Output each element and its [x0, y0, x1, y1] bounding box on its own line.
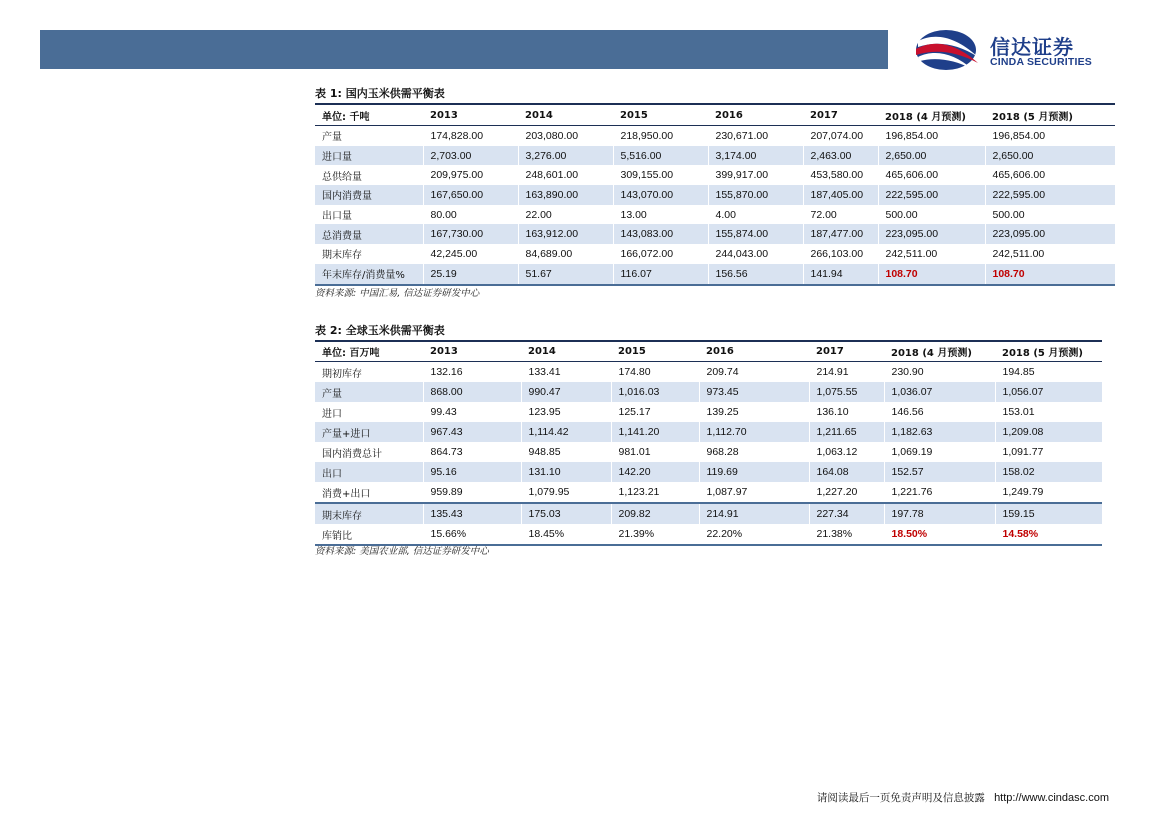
table2-cell: 209.74 [699, 362, 809, 383]
table2-cell: 175.03 [521, 503, 611, 524]
table2-row-label: 产量+进口 [315, 422, 423, 442]
table2-cell: 139.25 [699, 402, 809, 422]
table1-cell: 187,477.00 [803, 224, 878, 244]
table2-cell: 158.02 [995, 462, 1102, 482]
table2-cell: 132.16 [423, 362, 521, 383]
table2-cell: 153.01 [995, 402, 1102, 422]
table1-cell: 22.00 [518, 205, 613, 225]
table2-cell: 21.39% [611, 524, 699, 545]
table2-cell: 1,249.79 [995, 482, 1102, 503]
table2-cell: 1,112.70 [699, 422, 809, 442]
table2-header-6: 2018 (4 月预测) [884, 341, 995, 362]
table1-cell: 218,950.00 [613, 126, 708, 146]
table1-row-label: 产量 [322, 132, 342, 144]
table2-cell: 1,141.20 [611, 422, 699, 442]
table2-row-label: 进口 [322, 408, 342, 420]
table2-cell: 18.50% [884, 524, 995, 545]
table1-header-7: 2018 (5 月预测) [985, 104, 1115, 126]
table2-cell: 1,209.08 [995, 422, 1102, 442]
table2-cell: 1,114.42 [521, 422, 611, 442]
footer-url-link[interactable]: http://www.cindasc.com [994, 792, 1109, 804]
table1-cell: 80.00 [423, 205, 518, 225]
table1-cell: 116.07 [613, 264, 708, 285]
table1-row [315, 146, 1115, 166]
table1-cell: 500.00 [878, 205, 985, 225]
table2-cell: 214.91 [699, 503, 809, 524]
table2-cell: 22.20% [699, 524, 809, 545]
table2-row-label: 出口 [315, 462, 423, 482]
table1-cell: 2,650.00 [985, 146, 1115, 166]
table2-cell: 230.90 [884, 362, 995, 383]
table1-row [315, 165, 1115, 185]
table2-header-0: 单位: 百万吨 [315, 341, 423, 362]
table1-header-2: 2014 [518, 104, 613, 126]
table1-cell: 465,606.00 [878, 165, 985, 185]
table1-cell: 242,511.00 [985, 244, 1115, 264]
table1-row [315, 244, 1115, 264]
table2-cell: 18.45% [521, 524, 611, 545]
table1-row [315, 126, 1115, 146]
table1-cell: 108.70 [878, 264, 985, 285]
logo-english-text: CINDA SECURITIES [990, 56, 1092, 68]
table2-row-label: 国内消费总计 [322, 448, 382, 460]
table1-cell: 222,595.00 [985, 185, 1115, 205]
table1-cell: 222,595.00 [878, 185, 985, 205]
table2-cell: 164.08 [809, 462, 884, 482]
table1-source: 资料来源: 中国汇易, 信达证券研发中心 [315, 288, 480, 299]
table1-cell: 174,828.00 [423, 126, 518, 146]
table2-row [315, 382, 1102, 402]
table2-row [315, 524, 1102, 545]
table2-cell: 194.85 [995, 362, 1102, 383]
table1-cell: 143,083.00 [613, 224, 708, 244]
table2-title: 表 2: 全球玉米供需平衡表 [315, 324, 445, 337]
table2-cell: 967.43 [423, 422, 521, 442]
table2-cell: 14.58% [995, 524, 1102, 545]
table2-cell: 159.15 [995, 503, 1102, 524]
table1-cell: 163,912.00 [518, 224, 613, 244]
table1-cell: 309,155.00 [613, 165, 708, 185]
table1-cell: 13.00 [613, 205, 708, 225]
table1-header-1: 2013 [423, 104, 518, 126]
table2-row-label: 产量 [315, 382, 423, 402]
table2-header-row [315, 341, 1102, 362]
table2-row-label: 库销比 [315, 524, 423, 545]
table1-header-3: 2015 [613, 104, 708, 126]
table1-cell: 500.00 [985, 205, 1115, 225]
table1-row-label: 年末库存/消费量% [315, 264, 423, 285]
table1-cell: 108.70 [985, 264, 1115, 285]
table2-row [315, 402, 1102, 422]
table1-row-label: 总消费量 [315, 224, 423, 244]
table1-cell: 196,854.00 [878, 126, 985, 146]
table2-cell: 1,221.76 [884, 482, 995, 503]
table1-cell: 399,917.00 [708, 165, 803, 185]
table2-cell: 209.82 [611, 503, 699, 524]
table2-cell: 864.73 [423, 442, 521, 462]
table2-cell: 174.80 [611, 362, 699, 383]
table1-cell: 207,074.00 [803, 126, 878, 146]
table2-cell: 142.20 [611, 462, 699, 482]
table1-cell: 167,730.00 [423, 224, 518, 244]
table2-cell: 125.17 [611, 402, 699, 422]
table1-cell: 266,103.00 [803, 244, 878, 264]
table1-title: 表 1: 国内玉米供需平衡表 [315, 87, 445, 100]
cinda-logo-icon [912, 27, 982, 75]
table1-cell: 196,854.00 [985, 126, 1115, 146]
table2-row [315, 503, 1102, 524]
table1-header-row [315, 104, 1115, 126]
table1-cell: 223,095.00 [878, 224, 985, 244]
table2-cell: 123.95 [521, 402, 611, 422]
table2-cell: 1,063.12 [809, 442, 884, 462]
logo-chinese-text: 信达证券 [990, 35, 1074, 59]
table2 [315, 340, 1102, 546]
table1-row [315, 264, 1115, 285]
table1-row [315, 205, 1115, 225]
table1 [315, 103, 1115, 286]
table2-cell: 214.91 [809, 362, 884, 383]
table2-cell: 99.43 [423, 402, 521, 422]
table2-row-label: 期初库存 [322, 368, 362, 380]
table2-row-label: 期末库存 [315, 503, 423, 524]
footer [817, 790, 1109, 805]
footer-disclaimer-link[interactable]: 请阅读最后一页免责声明及信息披露 [816, 792, 985, 804]
table2-cell: 119.69 [699, 462, 809, 482]
table2-cell: 973.45 [699, 382, 809, 402]
table2-cell: 1,016.03 [611, 382, 699, 402]
table1-cell: 453,580.00 [803, 165, 878, 185]
table2-header-1: 2013 [423, 341, 521, 362]
table2-cell: 1,091.77 [995, 442, 1102, 462]
table2-cell: 959.89 [423, 482, 521, 503]
table1-header-6: 2018 (4 月预测) [878, 104, 985, 126]
table2-cell: 1,123.21 [611, 482, 699, 503]
table1-cell: 51.67 [518, 264, 613, 285]
table2-row [315, 462, 1102, 482]
table1-row [315, 224, 1115, 244]
table1-cell: 72.00 [803, 205, 878, 225]
table2-header-7: 2018 (5 月预测) [995, 341, 1102, 362]
table1-cell: 25.19 [423, 264, 518, 285]
table1-row-label: 进口量 [315, 146, 423, 166]
table1-cell: 84,689.00 [518, 244, 613, 264]
cinda-logo [912, 27, 1112, 75]
table1-cell: 242,511.00 [878, 244, 985, 264]
table1-cell: 155,870.00 [708, 185, 803, 205]
table2-cell: 1,069.19 [884, 442, 995, 462]
table2-header-5: 2017 [809, 341, 884, 362]
table2-cell: 1,211.65 [809, 422, 884, 442]
table1-cell: 3,276.00 [518, 146, 613, 166]
table2-cell: 968.28 [699, 442, 809, 462]
table2-cell: 1,182.63 [884, 422, 995, 442]
table1-row-label: 国内消费量 [315, 185, 423, 205]
table2-cell: 136.10 [809, 402, 884, 422]
table2-cell: 21.38% [809, 524, 884, 545]
table1-cell: 248,601.00 [518, 165, 613, 185]
table1-cell: 4.00 [708, 205, 803, 225]
table1-cell: 156.56 [708, 264, 803, 285]
table1-cell: 187,405.00 [803, 185, 878, 205]
table2-cell: 1,227.20 [809, 482, 884, 503]
table2-cell: 1,036.07 [884, 382, 995, 402]
table1-header-5: 2017 [803, 104, 878, 126]
table2-row-label: 消费+出口 [322, 488, 371, 500]
table2-cell: 95.16 [423, 462, 521, 482]
table1-header-0: 单位: 千吨 [315, 104, 423, 126]
table2-header-4: 2016 [699, 341, 809, 362]
table2-source: 资料来源: 美国农业部, 信达证券研发中心 [315, 546, 489, 557]
table2-row [315, 362, 1102, 383]
table1-cell: 2,703.00 [423, 146, 518, 166]
table1-cell: 3,174.00 [708, 146, 803, 166]
table2-cell: 1,075.55 [809, 382, 884, 402]
table2-cell: 197.78 [884, 503, 995, 524]
table1-cell: 230,671.00 [708, 126, 803, 146]
table1-row [315, 185, 1115, 205]
table1-cell: 2,650.00 [878, 146, 985, 166]
table1-header-4: 2016 [708, 104, 803, 126]
table1-cell: 223,095.00 [985, 224, 1115, 244]
table1-cell: 155,874.00 [708, 224, 803, 244]
table1-cell: 2,463.00 [803, 146, 878, 166]
table1-row-label: 期末库存 [322, 250, 362, 262]
table1-row-label: 出口量 [322, 211, 352, 223]
table2-cell: 1,079.95 [521, 482, 611, 503]
table1-row-label: 总供给量 [322, 171, 362, 183]
table1-cell: 244,043.00 [708, 244, 803, 264]
table2-cell: 981.01 [611, 442, 699, 462]
table2-header-2: 2014 [521, 341, 611, 362]
table1-cell: 167,650.00 [423, 185, 518, 205]
table1-cell: 209,975.00 [423, 165, 518, 185]
table2-header-3: 2015 [611, 341, 699, 362]
table2-cell: 15.66% [423, 524, 521, 545]
table2-cell: 135.43 [423, 503, 521, 524]
table2-cell: 146.56 [884, 402, 995, 422]
table2-cell: 948.85 [521, 442, 611, 462]
table2-cell: 133.41 [521, 362, 611, 383]
table2-row [315, 442, 1102, 462]
table1-cell: 42,245.00 [423, 244, 518, 264]
table1-cell: 143,070.00 [613, 185, 708, 205]
table1-cell: 166,072.00 [613, 244, 708, 264]
table2-cell: 868.00 [423, 382, 521, 402]
table1-cell: 465,606.00 [985, 165, 1115, 185]
table1-cell: 141.94 [803, 264, 878, 285]
table2-cell: 1,087.97 [699, 482, 809, 503]
table1-cell: 203,080.00 [518, 126, 613, 146]
header-bar [40, 30, 888, 69]
table2-cell: 227.34 [809, 503, 884, 524]
table2-cell: 152.57 [884, 462, 995, 482]
table2-cell: 1,056.07 [995, 382, 1102, 402]
table1-cell: 163,890.00 [518, 185, 613, 205]
table2-row [315, 482, 1102, 503]
table1-cell: 5,516.00 [613, 146, 708, 166]
table2-cell: 131.10 [521, 462, 611, 482]
table2-cell: 990.47 [521, 382, 611, 402]
table2-row [315, 422, 1102, 442]
